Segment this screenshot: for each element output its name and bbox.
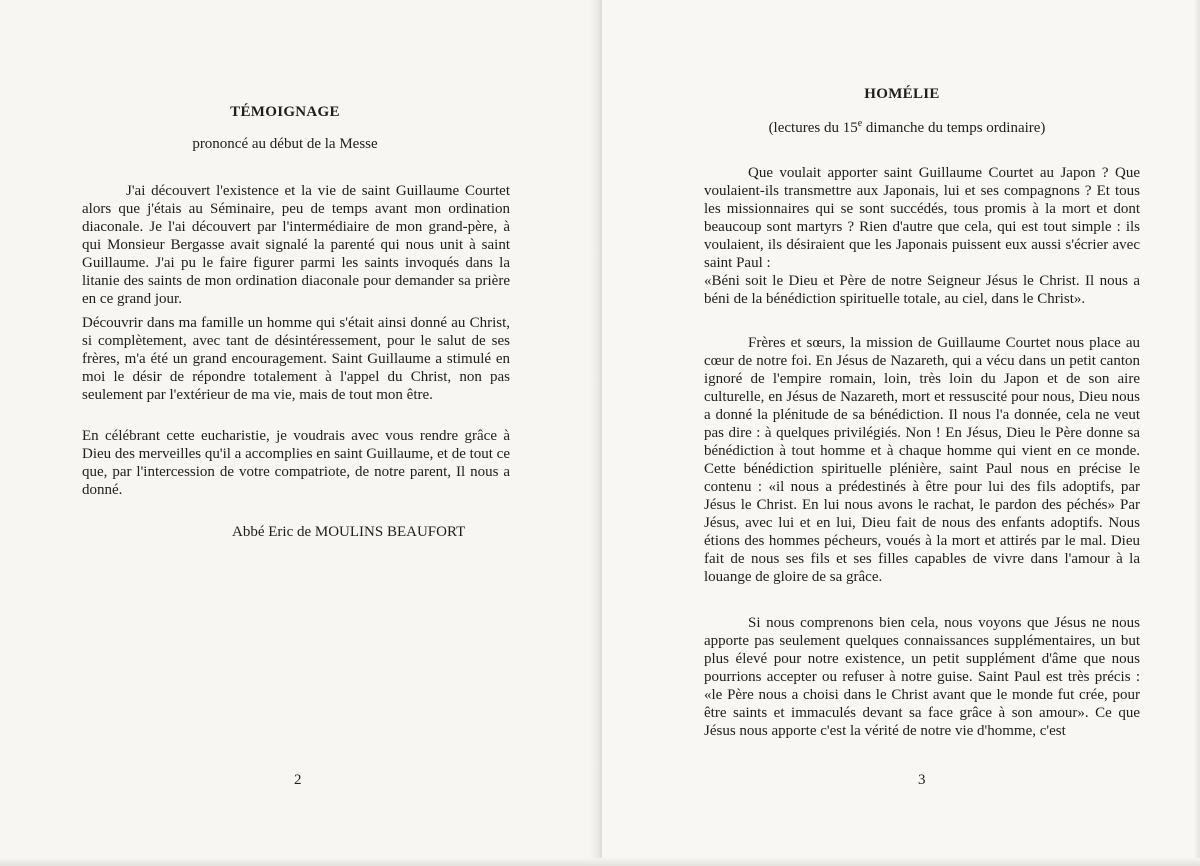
left-paragraph-1: J'ai découvert l'existence et la vie de saint Guillaume Courtet alors que j'étais au Séminaire, peu de temps avant mon ordination diaconale. Je l'ai découvert par l'intermédiaire de mon grand-père, à qui Monsieur Bergasse avait signalé la parenté qui nous unit à saint Guillaume. J'ai pu le faire figurer parmi les saints invoqués dans la litanie des saints de mon ordination diaconale pour demander sa prière en ce grand jour. [82, 183, 510, 307]
right-paragraph-2: Frères et sœurs, la mission de Guillaume Courtet nous place au cœur de notre foi. En Jésus de Nazareth, qui a vécu dans un petit canton ignoré de l'empire romain, loin, très loin du Japon et de son aire culturelle, en Jésus de Nazareth, mort et ressuscité pour nous, Dieu nous a donné la plénitude de sa bénédiction. Il nous l'a donnée, cela ne veut pas dire : à quelques privilégiés. Non ! En Jésus, Dieu le Père donne sa bénédiction à tout homme et à chaque homme qui vient en ce monde. Cette bénédiction spirituelle plénière, saint Paul nous en précise le contenu : «il nous a prédestinés à être pour lui des fils adoptifs, par Jésus le Christ. En lui nous avons le rachat, le pardon des péchés» Par Jésus, avec lui et en lui, Dieu fait de nous des enfants adoptifs. Nous étions des hommes pécheurs, voués à la mort et attirés par le mal. Dieu fait de nous ses fils et ses filles capables de vivre dans l'amour à la louange de gloire de sa grâce. [704, 335, 1140, 585]
right-page [602, 0, 1200, 866]
right-paragraph-3: Si nous comprenons bien cela, nous voyons que Jésus ne nous apporte pas seulement quelques connaissances supplémentaires, un but plus élevé pour notre existence, un petit supplément d'âme que nous pourrions accepter ou refuser à notre guise. Saint Paul est très précis : «le Père nous a choisi dans le Christ avant que le monde fut crée, pour être saints et immaculés devant sa face grâce à son amour». Ce que Jésus nous apporte c'est la vérité de notre vie d'homme, c'est [704, 615, 1140, 739]
left-page [0, 0, 598, 866]
left-page-number: 2 [294, 772, 302, 788]
left-page-subtitle: prononcé au début de la Messe [192, 136, 378, 152]
subtitle-text-end: dimanche du temps ordinaire) [862, 120, 1046, 136]
signature: Abbé Eric de MOULINS BEAUFORT [232, 524, 466, 540]
right-paragraph-1: Que voulait apporter saint Guillaume Courtet au Japon ? Que voulaient-ils transmettre aux Japonais, lui et ses compagnons ? Et tous les missionnaires qui se sont succédés, tous promis à la mort et dont beaucoup sont martyrs ? Rien d'autre que cela, qui est tout simple : ils voulaient, ils désiraient que les Japonais puissent eux aussi s'écrier avec saint Paul : [704, 165, 1140, 271]
right-page-title: HOMÉLIE [864, 86, 940, 102]
page-edge-shadow [1194, 0, 1200, 866]
scripture-quote: «Béni soit le Dieu et Père de notre Seigneur Jésus le Christ. Il nous a béni de la bénédiction spirituelle totale, au ciel, dans le Christ». [704, 273, 1140, 307]
right-page-subtitle [752, 120, 1062, 137]
left-page-title: TÉMOIGNAGE [230, 104, 340, 120]
subtitle-superscript: e [857, 118, 863, 129]
right-paragraph-1-block [704, 164, 1140, 308]
left-paragraph-2: Découvrir dans ma famille un homme qui s'était ainsi donné au Christ, si complètement, avec tant de désintéressement, pour le salut de ses frères, m'a été un grand encouragement. Saint Guillaume a stimulé en moi le désir de répondre totalement à l'appel du Christ, non pas seulement par l'extérieur de ma vie, mais de tout mon être. [82, 315, 510, 403]
bottom-edge-shadow [0, 858, 1200, 866]
subtitle-text-start: (lectures du 15 [768, 120, 858, 136]
right-page-number: 3 [918, 772, 926, 788]
left-paragraph-3: En célébrant cette eucharistie, je voudrais avec vous rendre grâce à Dieu des merveilles qu'il a accomplies en saint Guillaume, et de tout ce que, par l'intercession de votre compatriote, de notre parent, Il nous a donné. [82, 428, 510, 498]
